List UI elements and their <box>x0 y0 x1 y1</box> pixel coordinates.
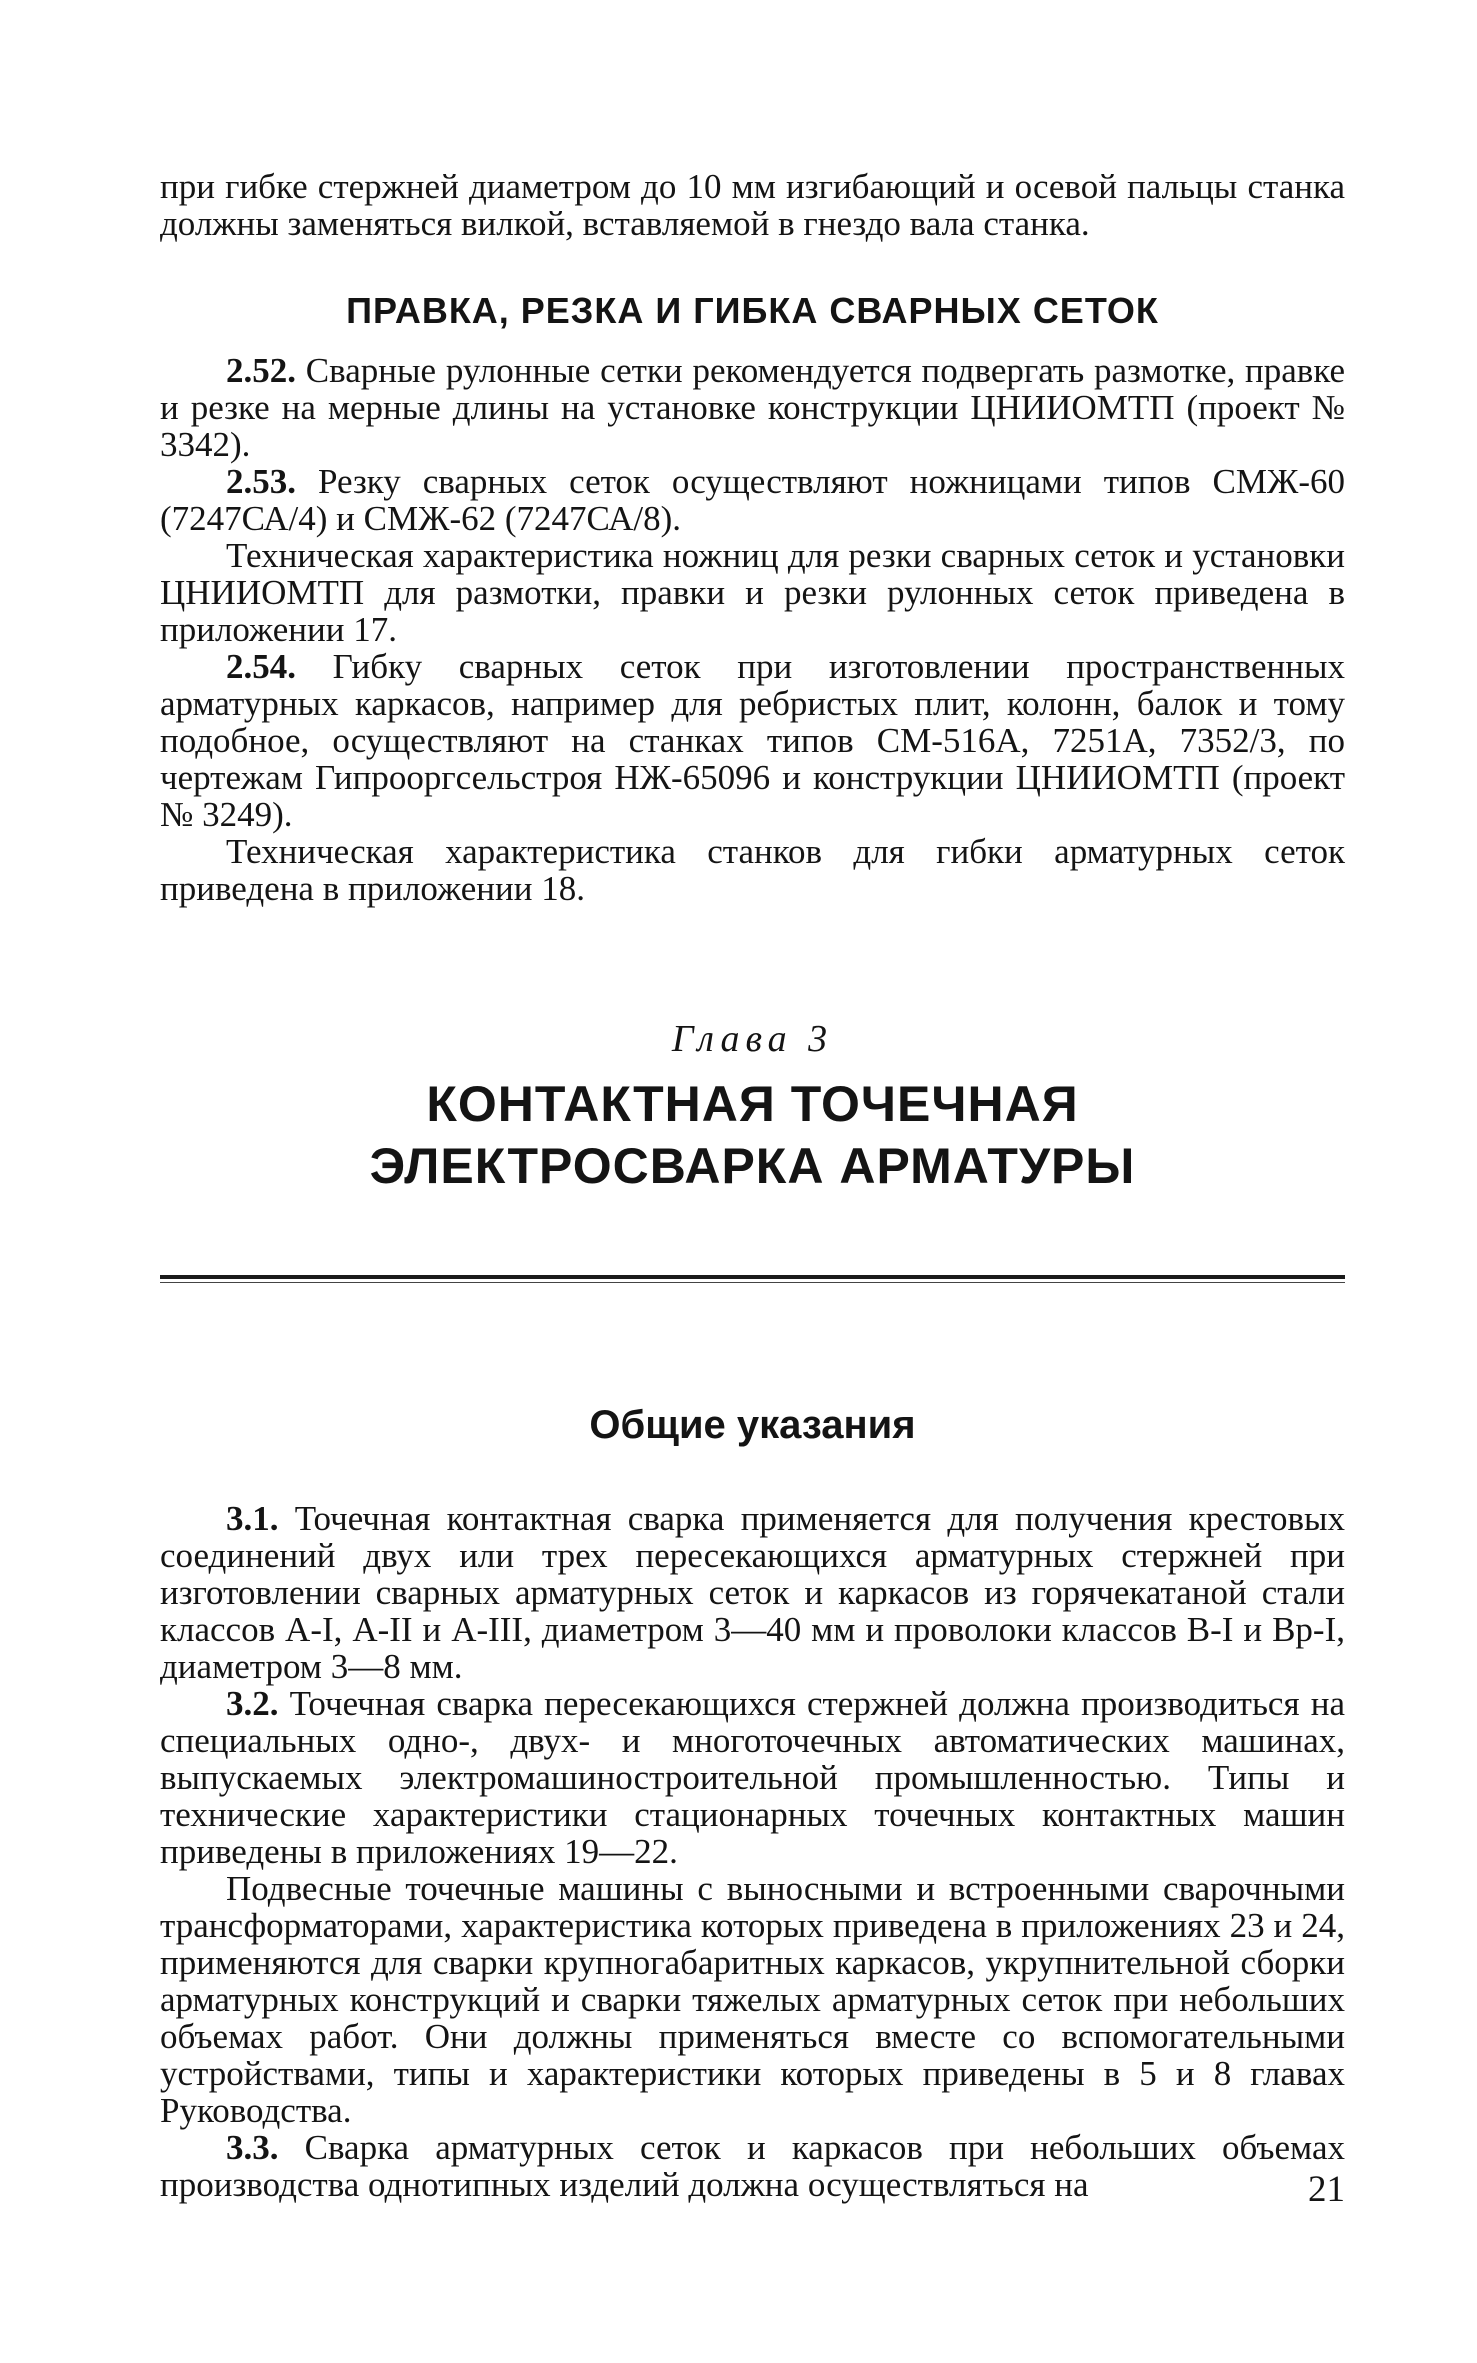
chapter-title-line-2: ЭЛЕКТРОСВАРКА АРМАТУРЫ <box>369 1138 1136 1194</box>
section-title-welded-mesh: ПРАВКА, РЕЗКА И ГИБКА СВАРНЫХ СЕТОК <box>346 290 1159 331</box>
section-title-general: Общие указания <box>589 1403 916 1447</box>
chapter-divider <box>160 1275 1345 1279</box>
paragraph-continuation: при гибке стержней диаметром до 10 мм изгибающий и осевой пальцы станка должны заменяться вилкой, вставляемой в гнездо вала станка. <box>160 167 1345 243</box>
clause-number: 2.52. <box>226 351 296 390</box>
paragraph-text: Сварные рулонные сетки рекомендуется подвергать размотке, правке и резке на мерные длины на установке конструкции ЦНИИОМТП (проект № 3342). <box>160 351 1345 464</box>
page-number: 21 <box>1308 2169 1345 2210</box>
chapter-divider-thin <box>160 1282 1345 1283</box>
chapter-title-line-1: КОНТАКТНАЯ ТОЧЕЧНАЯ <box>426 1076 1079 1132</box>
clause-number: 3.3. <box>226 2128 279 2167</box>
chapter-label: Глава 3 <box>671 1018 834 1060</box>
document-page <box>160 168 1345 2203</box>
paragraph-3-2 <box>160 1685 1345 1870</box>
clause-number: 3.2. <box>226 1684 279 1723</box>
paragraph-2-54 <box>160 648 1345 833</box>
chapter-title <box>160 1073 1345 1197</box>
paragraph-bending-spec <box>160 833 1345 907</box>
paragraph-text: Техническая характеристика ножниц для резки сварных сеток и установки ЦНИИОМТП для размотки, правки и резки рулонных сеток приведена в приложении 17. <box>160 536 1345 649</box>
paragraph-text: Резку сварных сеток осуществляют ножницами типов СМЖ-60 (7247СА/4) и СМЖ-62 (7247СА/8). <box>160 462 1345 538</box>
paragraph-text: Сварка арматурных сеток и каркасов при небольших объемах производства однотипных изделий должна осуществляться на <box>160 2128 1345 2204</box>
paragraph-text: Гибку сварных сеток при изготовлении пространственных арматурных каркасов, например для ребристых плит, колонн, балок и тому подобное, осуществляют на станках типов СМ-516А, 7251А, 7352/3, по чертежам Гипрооргсельстроя НЖ-65096 и конструкции ЦНИИОМТП (проект № 3249). <box>160 647 1345 834</box>
paragraph-2-53 <box>160 463 1345 537</box>
paragraph-3-3 <box>160 2129 1345 2203</box>
paragraph-2-52 <box>160 352 1345 463</box>
paragraph-text: Техническая характеристика станков для гибки арматурных сеток приведена в приложении 18. <box>160 832 1345 908</box>
clause-number: 3.1. <box>226 1499 279 1538</box>
clause-number: 2.53. <box>226 462 296 501</box>
paragraph-3-1 <box>160 1500 1345 1685</box>
paragraph-text: Точечная контактная сварка применяется для получения крестовых соединений двух или трех пересекающихся арматурных стержней при изготовлении сварных арматурных сеток и каркасов из горячекатаной стали классов А-I, А-II и А-III, диаметром 3—40 мм и проволоки классов В-I и Вр-I, диаметром 3—8 мм. <box>160 1499 1345 1686</box>
paragraph-suspended-machines <box>160 1870 1345 2129</box>
paragraph-text: Точечная сварка пересекающихся стержней должна производиться на специальных одно-, двух- и многоточечных автоматических машинах, выпускаемых электромашиностроительной промышленностью. Типы и технические характеристики стационарных точечных контактных машин приведены в приложениях 19—22. <box>160 1684 1345 1871</box>
paragraph-shears-spec <box>160 537 1345 648</box>
paragraph-text: Подвесные точечные машины с выносными и встроенными сварочными трансформаторами, характеристика которых приведена в приложениях 23 и 24, применяются для сварки крупногабаритных каркасов, укрупнительной сборки арматурных конструкций и сварки тяжелых арматурных сеток при небольших объемах работ. Они должны применяться вместе со вспомогательными устройствами, типы и характеристики которых приведены в 5 и 8 главах Руководства. <box>160 1869 1345 2130</box>
clause-number: 2.54. <box>226 647 296 686</box>
